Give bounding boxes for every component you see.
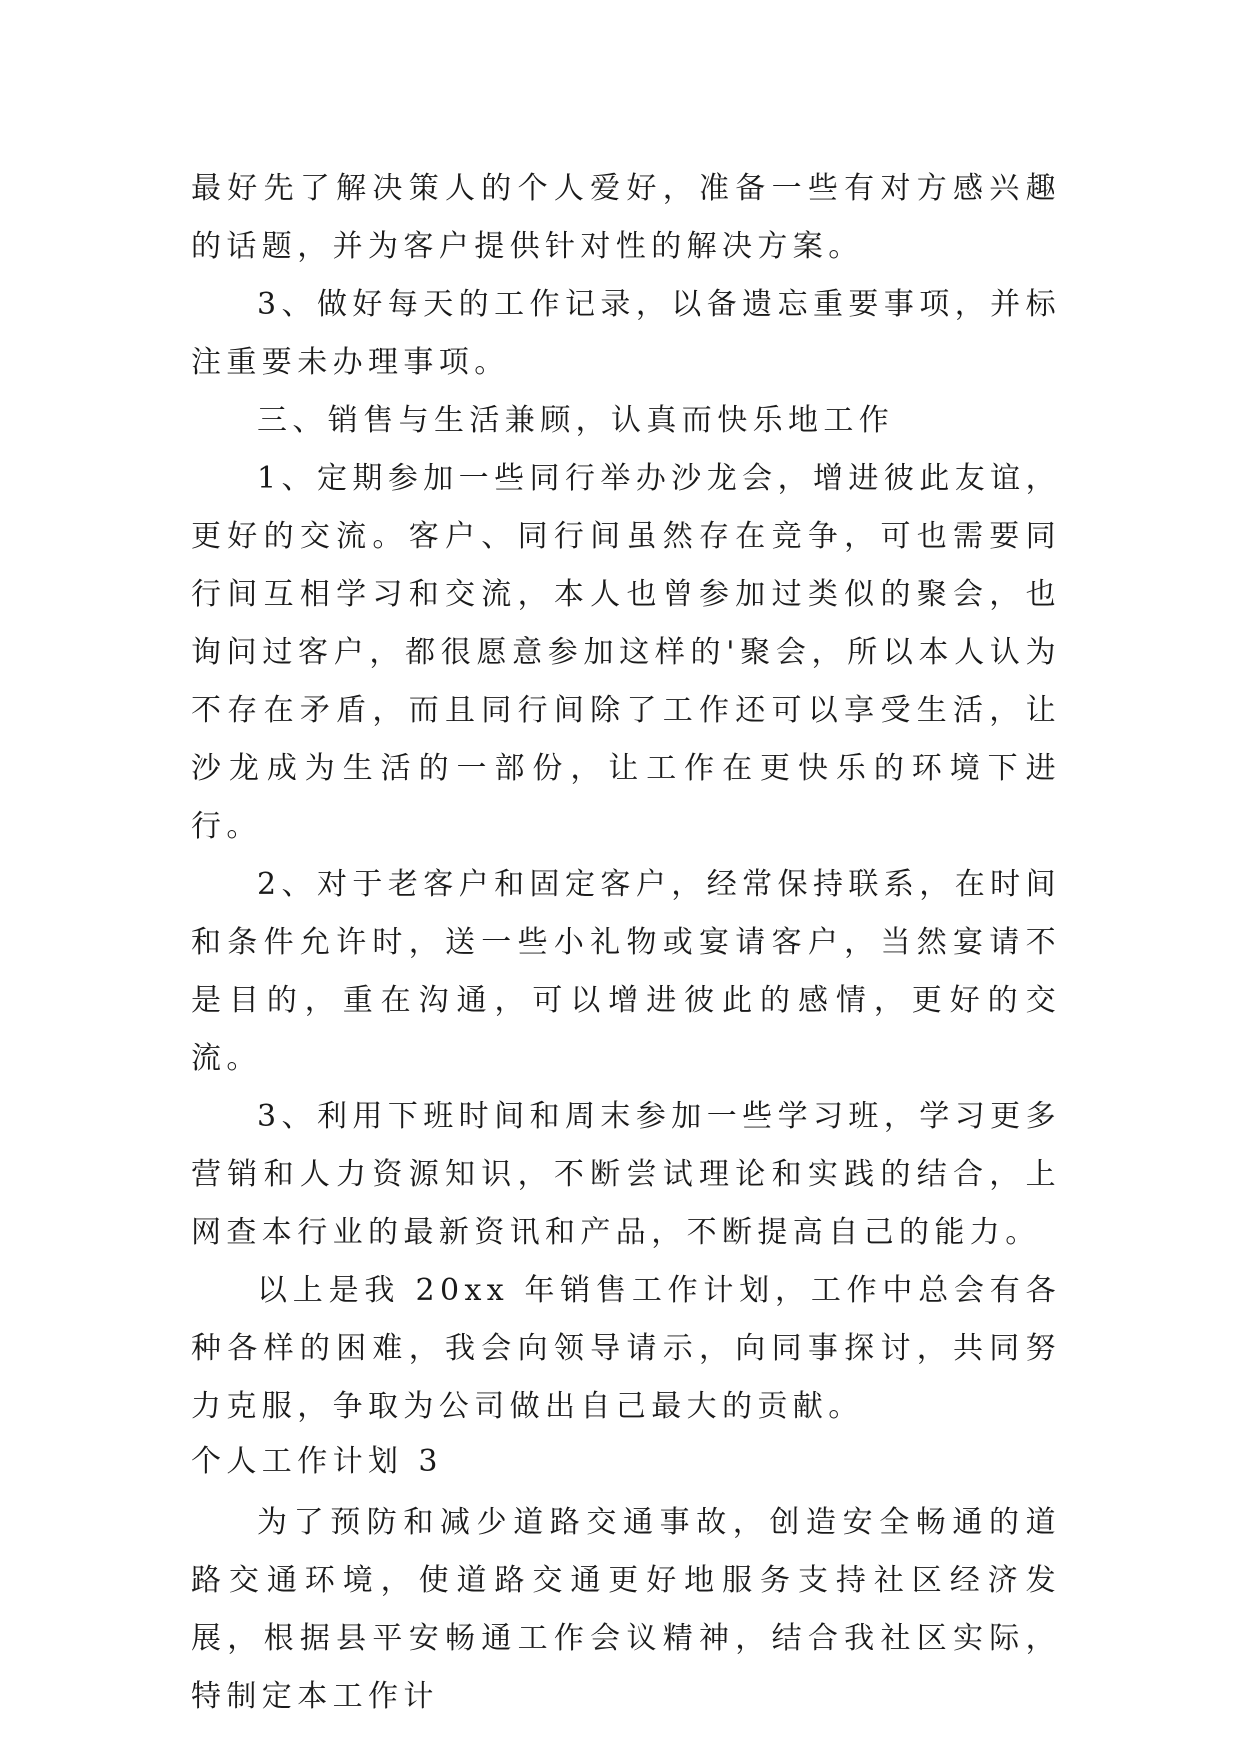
document-heading: 个人工作计划 3: [191, 1444, 443, 1479]
document-body: [191, 160, 1061, 1726]
paragraph-conclusion: 以上是我 20xx 年销售工作计划，工作中总会有各种各样的困难，我会向领导请示，向同事探讨，共同努力克服，争取为公司做出自己最大的贡献。: [191, 1273, 1061, 1424]
paragraph-item-1-salon: 1、定期参加一些同行举办沙龙会，增进彼此友谊，更好的交流。客户、同行间虽然存在竞争，可也需要同行间互相学习和交流，本人也曾参加过类似的聚会，也询问过客户，都很愿意参加这样的'聚会，所以本人认为不存在矛盾，而且同行间除了工作还可以享受生活，让沙龙成为生活的一部份，让工作在更快乐的环境下进行。: [191, 461, 1061, 844]
section-heading-three: 三、销售与生活兼顾，认真而快乐地工作: [257, 403, 895, 438]
paragraph-item-2-clients: 2、对于老客户和固定客户，经常保持联系，在时间和条件允许时，送一些小礼物或宴请客户，当然宴请不是目的，重在沟通，可以增进彼此的感情，更好的交流。: [191, 867, 1061, 1076]
paragraph-continued: 最好先了解决策人的个人爱好，准备一些有对方感兴趣的话题，并为客户提供针对性的解决方案。: [191, 171, 1061, 264]
paragraph-intro: 为了预防和减少道路交通事故，创造安全畅通的道路交通环境，使道路交通更好地服务支持社区经济发展，根据县平安畅通工作会议精神，结合我社区实际，特制定本工作计: [191, 1505, 1061, 1714]
paragraph-item-3-learning: 3、利用下班时间和周末参加一些学习班，学习更多营销和人力资源知识，不断尝试理论和实践的结合，上网查本行业的最新资讯和产品，不断提高自己的能力。: [191, 1099, 1061, 1250]
paragraph-item-3-records: 3、做好每天的工作记录，以备遗忘重要事项，并标注重要未办理事项。: [191, 287, 1061, 380]
